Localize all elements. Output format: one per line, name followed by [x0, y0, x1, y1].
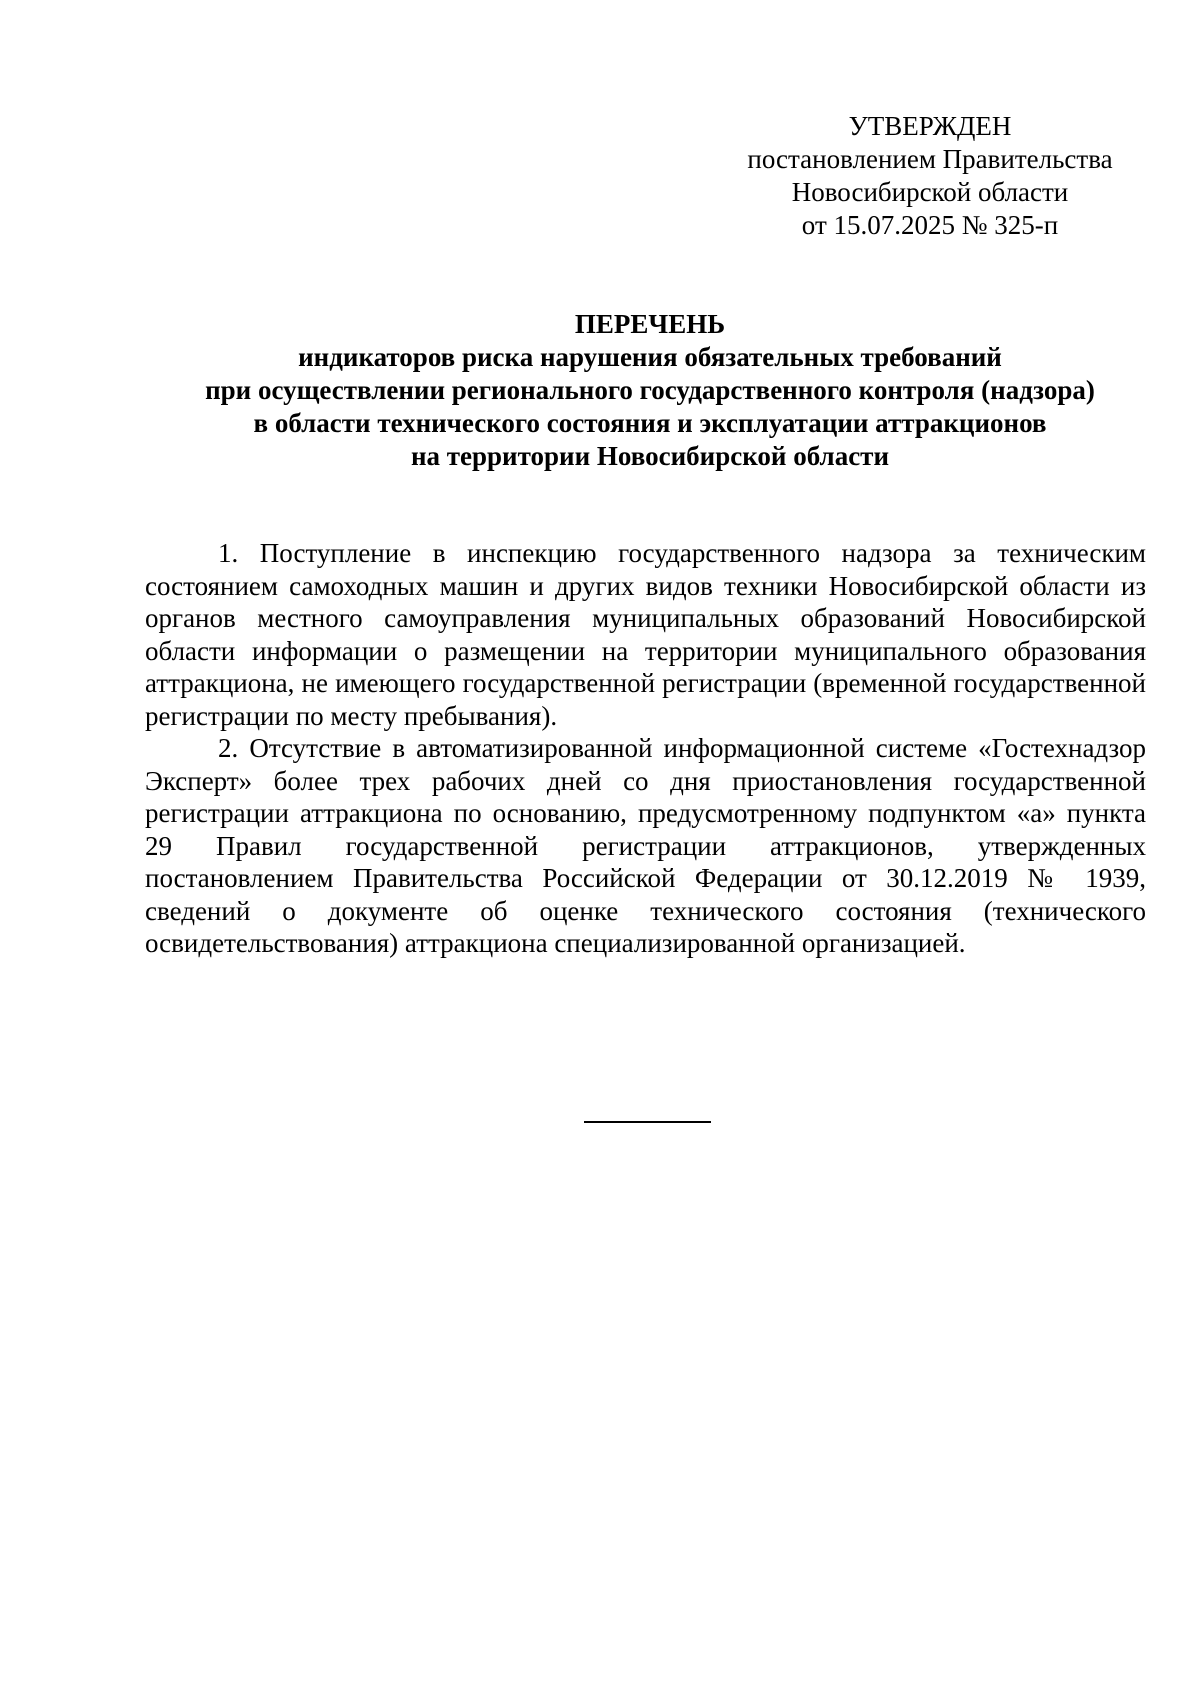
end-divider: [584, 1121, 711, 1123]
title-heading: ПЕРЕЧЕНЬ: [574, 309, 726, 339]
title-line: в области технического состояния и эксплуатации аттракционов: [253, 408, 1047, 438]
title-line: индикаторов риска нарушения обязательных требований: [298, 342, 1002, 372]
title-line: при осуществлении регионального государственного контроля (надзора): [205, 375, 1095, 405]
approval-basis: постановлением Правительства: [747, 144, 1113, 174]
list-item-2: 2. Отсутствие в автоматизированной информационной системе «Гостехнадзор Эксперт» более трех рабочих дней со дня приостановления государственной регистрации аттракциона по основанию, предусмотренному подпунктом «а» пункта 29 Правил государственной регистрации аттракционов, утвержденных постановлением Правительства Российской Федерации от 30.12.2019 № 1939, сведений о документе об оценке технического состояния (технического освидетельствования) аттракциона специализированной организацией.: [145, 733, 1146, 958]
title-line: на территории Новосибирской области: [410, 441, 890, 471]
approval-stamp: [740, 110, 1120, 242]
approval-status: УТВЕРЖДЕН: [848, 111, 1012, 141]
document-title: [120, 308, 1180, 473]
approval-region: Новосибирской области: [791, 177, 1069, 207]
list-item-1: 1. Поступление в инспекцию государственного надзора за техническим состоянием самоходных машин и других видов техники Новосибирской области из органов местного самоуправления муниципальных образований Новосибирской области информации о размещении на территории муниципального образования аттракциона, не имеющего государственной регистрации (временной государственной регистрации по месту пребывания).: [145, 538, 1146, 731]
approval-date-number: от 15.07.2025 № 325-п: [801, 210, 1059, 240]
document-body: [145, 537, 1146, 960]
